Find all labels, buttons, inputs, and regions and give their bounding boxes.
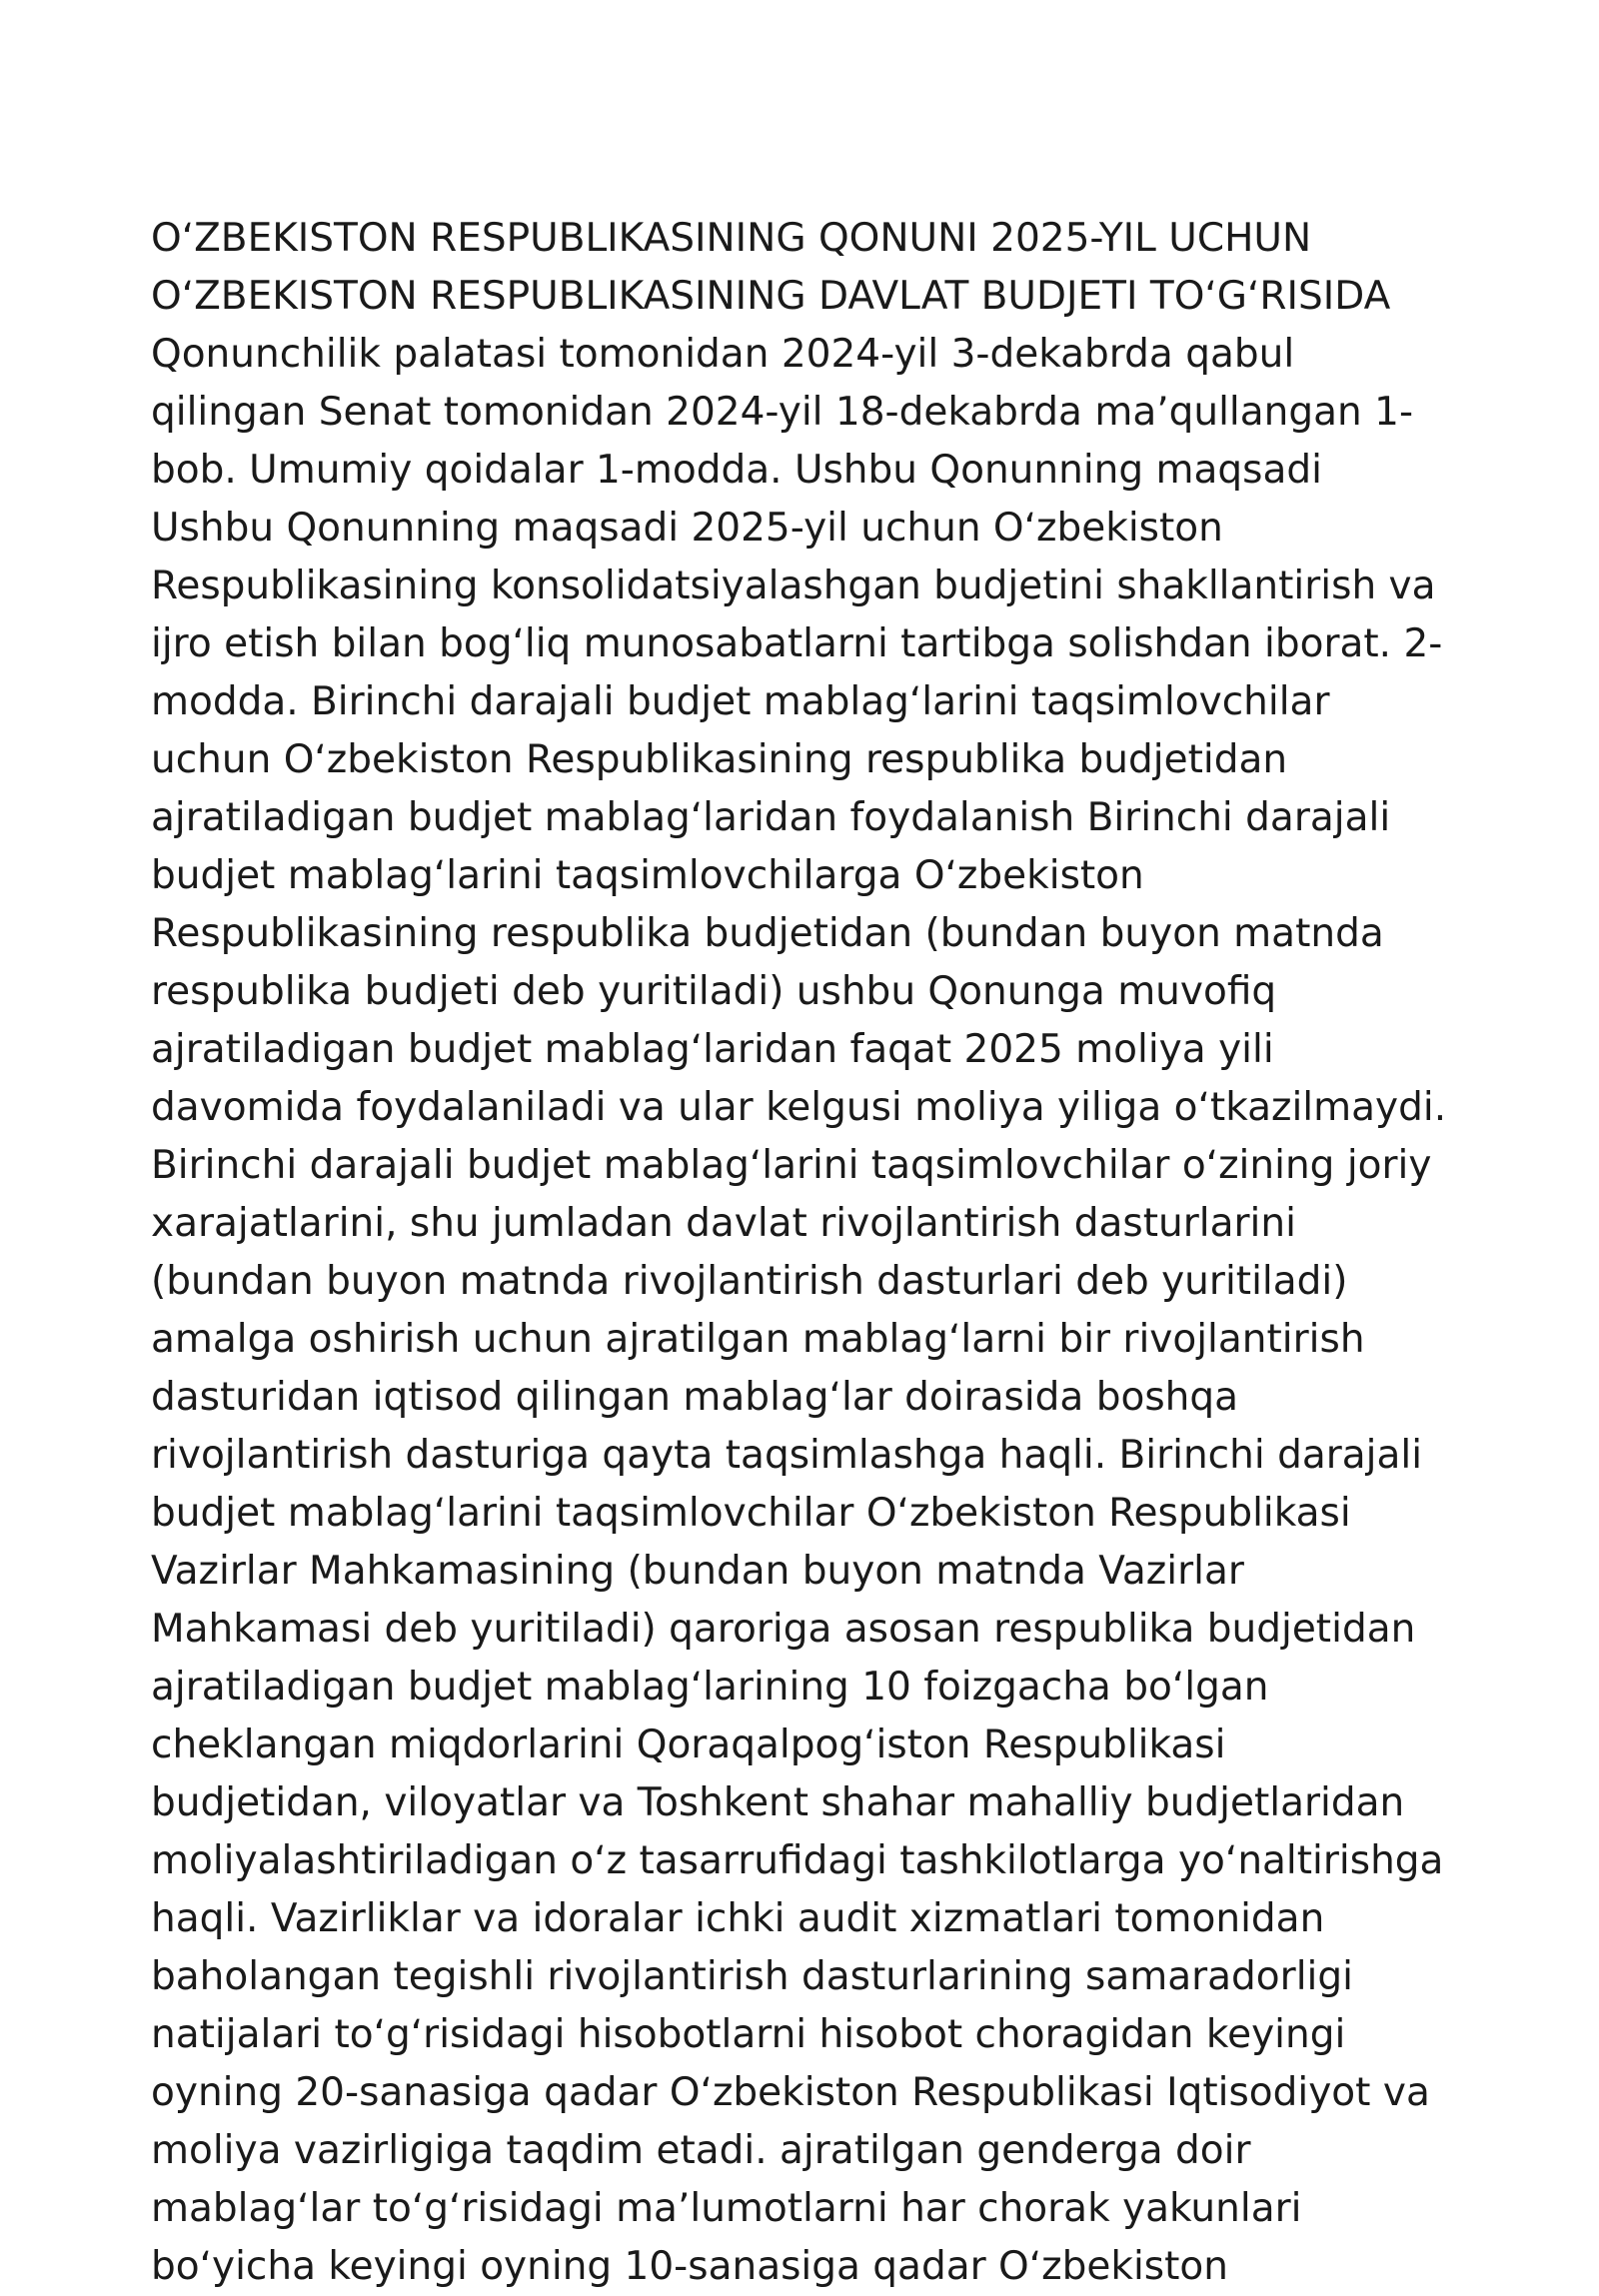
document-body-text: O‘ZBEKISTON RESPUBLIKASINING QONUNI 2025-YIL UCHUN O‘ZBEKISTON RESPUBLIKASINING DAVLAT BUDJETI TO‘G‘RISIDA Qonunchilik palatasi tomonidan 2024-yil 3-dekabrda qabul qilingan Senat tomonidan 2024-yil 18-dekabrda ma’qullangan 1- bob. Umumiy qoidalar 1-modda. Ushbu Qonunning maqsadi Ushbu Qonunning maqsadi 2025-yil uchun O‘zbekiston Respublikasining konsolidatsiyalashgan budjetini shakllantirish va ijro etish bilan bog‘liq munosabatlarni tartibga solishdan iborat. 2- modda. Birinchi darajali budjet mablag‘larini taqsimlovchilar uchun O‘zbekiston Respublikasining respublika budjetidan ajratiladigan budjet mablag‘laridan foydalanish Birinchi darajali budjet mablag‘larini taqsimlovchilarga O‘zbekiston Respublikasining respublika budjetidan (bundan buyon matnda respublika budjeti deb yuritiladi) ushbu Qonunga muvofiq ajratiladigan budjet mablag‘laridan faqat 2025 moliya yili davomida foydalaniladi va ular kelgusi moliya yiliga o‘tkazilmaydi. Birinchi darajali budjet mablag‘larini taqsimlovchilar o‘zining joriy xarajatlarini, shu jumladan davlat rivojlantirish dasturlarini (bundan buyon matnda rivojlantirish dasturlari deb yuritiladi) amalga oshirish uchun ajratilgan mablag‘larni bir rivojlantirish dasturidan iqtisod qilingan mablag‘lar doirasida boshqa rivojlantirish dasturiga qayta taqsimlashga haqli. Birinchi darajali budjet mablag‘larini taqsimlovchilar O‘zbekiston Respublikasi Vazirlar Mahkamasining (bundan buyon matnda Vazirlar Mahkamasi deb yuritiladi) qaroriga asosan respublika budjetidan ajratiladigan budjet mablag‘larining 10 foizgacha bo‘lgan cheklangan miqdorlarini Qoraqalpog‘iston Respublikasi budjetidan, viloyatlar va Toshkent shahar mahalliy budjetlaridan moliyalashtiriladigan o‘z tasarrufidagi tashkilotlarga yo‘naltirishga haqli. Vazirliklar va idoralar ichki audit xizmatlari tomonidan baholangan tegishli rivojlantirish dasturlarining samaradorligi natijalari to‘g‘risidagi hisobotlarni hisobot choragidan keyingi oyning 20-sanasiga qadar O‘zbekiston Respublikasi Iqtisodiyot va moliya vazirligiga taqdim etadi. ajratilgan genderga doir mablag‘lar to‘g‘risidagi ma’lumotlarni har chorak yakunlari bo‘yicha keyingi oyning 10-sanasiga qadar O‘zbekiston: [151, 216, 1447, 2289]
